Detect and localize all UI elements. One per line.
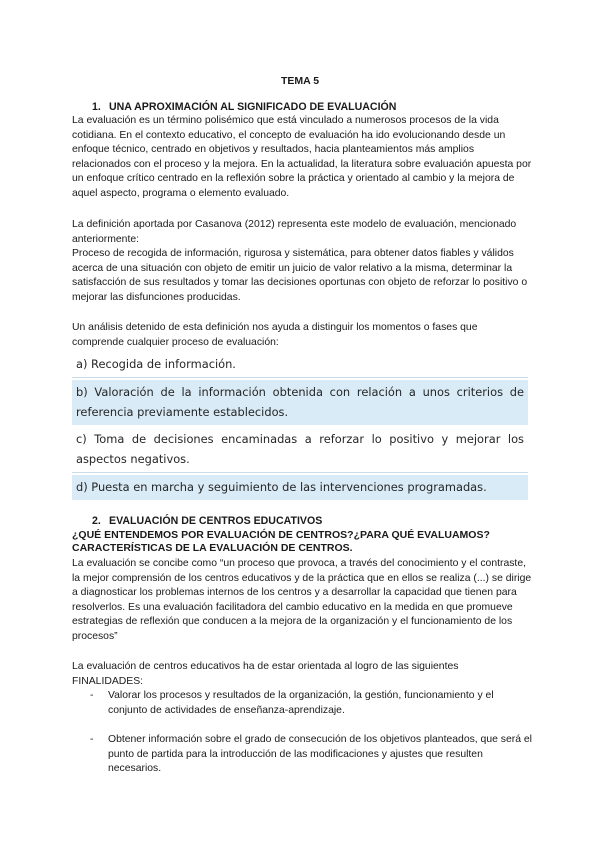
phase-item-c: c) Toma de decisiones encaminadas a reforzar lo positivo y mejorar los aspectos negativos. (72, 427, 528, 473)
section-2-heading-text: EVALUACIÓN DE CENTROS EDUCATIVOS (109, 515, 323, 527)
dash-bullet: - (90, 734, 94, 745)
aims-list-2 (72, 733, 532, 777)
section-1-definition: Proceso de recogida de información, rigurosa y sistemática, para obtener datos fiables y válidos acerca de una situación con objeto de emitir un juicio de valor relativo a la misma, determinar la satisfacción de sus resultados y tomar las decisiones oportunas con objeto de reforzar lo positivo o mejorar las disfunciones producidas. (72, 248, 528, 303)
section-1-heading (92, 101, 396, 113)
document-title: TEMA 5 (280, 75, 320, 87)
aim-item-2 (72, 733, 532, 777)
phase-item-a: a) Recogida de información. (72, 352, 528, 378)
section-1-number: 1. (92, 101, 101, 113)
aim-item-1-text: Valorar los procesos y resultados de la organización, la gestión, funcionamiento y el conjunto de actividades de enseñanza-aprendizaje. (108, 690, 494, 716)
aim-item-1 (72, 689, 532, 718)
section-1-paragraph-2-intro: La definición aportada por Casanova (2012) representa este modelo de evaluación, mencionado anteriormente: (72, 219, 517, 245)
phase-item-d: d) Puesta en marcha y seguimiento de las intervenciones programadas. (72, 475, 528, 500)
dash-bullet: - (90, 690, 94, 701)
section-2-number: 2. (92, 515, 101, 527)
section-2-heading (92, 515, 322, 527)
section-1-heading-text: UNA APROXIMACIÓN AL SIGNIFICADO DE EVALUACIÓN (109, 101, 397, 113)
aims-list (72, 689, 532, 718)
phase-item-b: b) Valoración de la información obtenida con relación a unos criterios de referencia previamente establecidos. (72, 380, 528, 425)
section-2-subheading: ¿QUÉ ENTENDEMOS POR EVALUACIÓN DE CENTROS?¿PARA QUÉ EVALUAMOS? CARACTERÍSTICAS DE LA EVALUACIÓN DE CENTROS. (72, 529, 490, 554)
evaluation-phases-list (72, 352, 528, 502)
section-2-paragraph-1: La evaluación se concibe como “un proceso que provoca, a través del conocimiento y el contraste, la mejor comprensión de los centros educativos y de la práctica que en ellos se realiza (...) se dirige a diagnosticar los problemas internos de los centros y a desarrollar la capacidad que tienen para resolverlos. Es una evaluación facilitadora del cambio educativo en la medida en que promueve estrategias de reflexión que conducen a la mejora de la organización y el funcionamiento de los procesos” (72, 558, 532, 642)
section-1-paragraph-1: La evaluación es un término polisémico que está vinculado a numerosos procesos de la vida cotidiana. En el contexto educativo, el concepto de evaluación ha ido evolucionando desde un enfoque técnico, centrado en objetivos y resultados, hacia planteamientos más amplios relacionados con el proceso y la mejora. En la actualidad, la literatura sobre evaluación apuesta por un enfoque crítico centrado en la reflexión sobre la práctica y orientado al cambio y la mejora de aquel aspecto, programa o elemento evaluado. (72, 115, 532, 199)
section-2-paragraph-2: La evaluación de centros educativos ha de estar orientada al logro de las siguientes FINALIDADES: (72, 661, 459, 687)
aim-item-2-text: Obtener información sobre el grado de consecución de los objetivos planteados, que será el punto de partida para la introducción de las modificaciones y ajustes que resulten necesarios. (108, 734, 532, 775)
section-1-paragraph-3: Un análisis detenido de esta definición nos ayuda a distinguir los momentos o fases que comprende cualquier proceso de evaluación: (72, 322, 478, 348)
